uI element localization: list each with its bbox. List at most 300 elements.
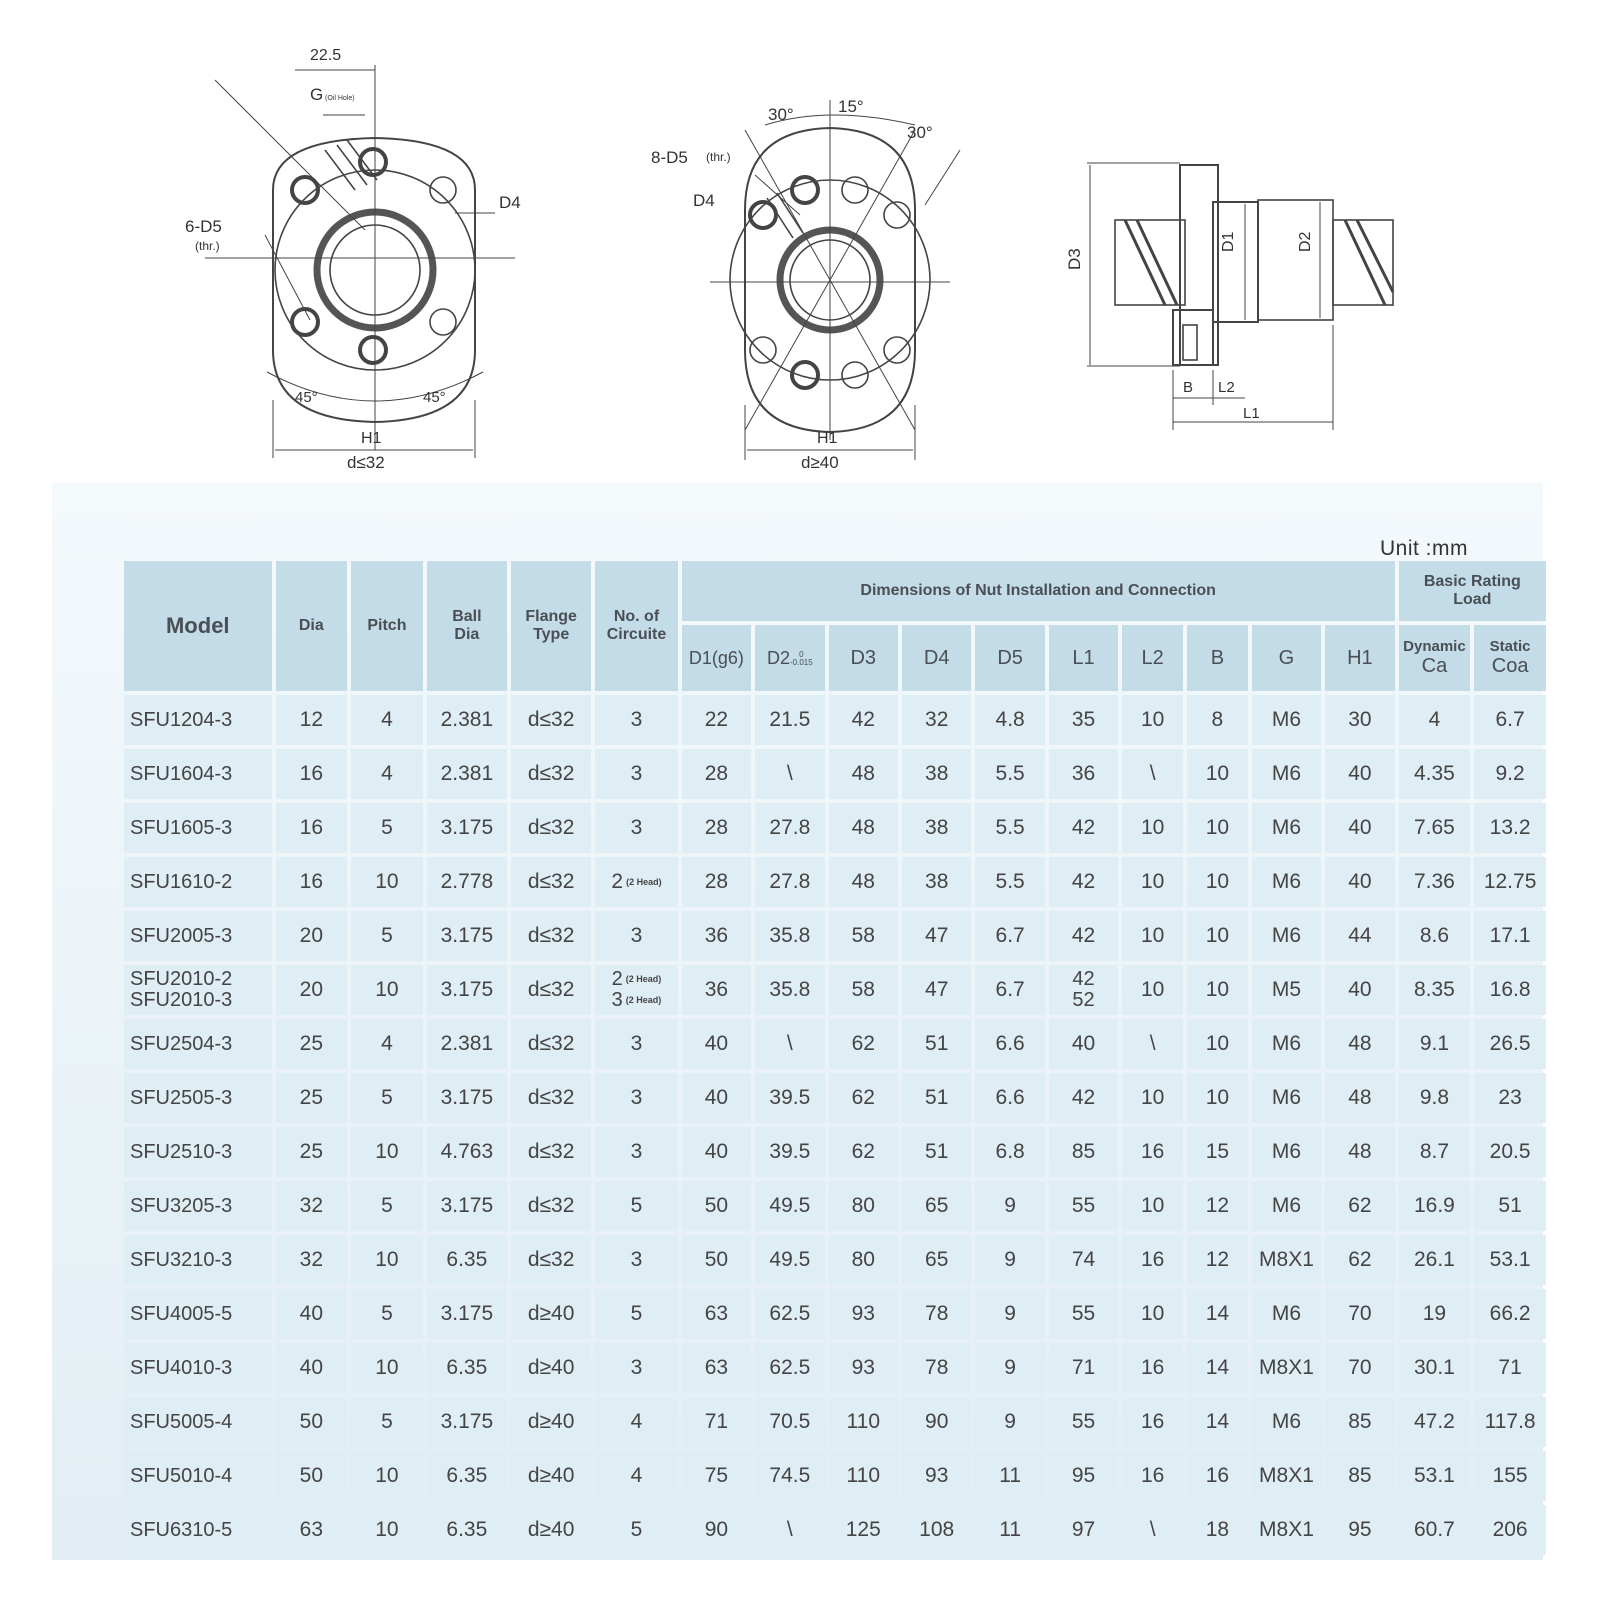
header-d3: D3 <box>829 625 898 691</box>
dia-cell: 16 <box>276 857 348 907</box>
d3-cell: 80 <box>829 1181 898 1231</box>
circ-cell <box>595 1505 677 1555</box>
d5-cell: 9 <box>975 1235 1044 1285</box>
d3-cell: 125 <box>829 1505 898 1555</box>
ca-cell: 4.35 <box>1399 749 1471 799</box>
l2-cell: 10 <box>1122 965 1183 1015</box>
header-flange-line2: Type <box>533 626 570 643</box>
circ-value: 3 <box>630 924 643 947</box>
l2-cell: 10 <box>1122 1181 1183 1231</box>
l1-cell: 42 <box>1049 857 1118 907</box>
dia-cell: 50 <box>276 1451 348 1501</box>
header-d5: D5 <box>975 625 1044 691</box>
header-rating-line1: Basic Rating <box>1423 573 1521 591</box>
left-d5-label: 6-D5 <box>185 217 222 236</box>
b-cell: 12 <box>1187 1235 1248 1285</box>
dia-cell: 16 <box>276 749 348 799</box>
header-circuits <box>595 561 677 691</box>
coa-cell: 9.2 <box>1474 749 1546 799</box>
d1-cell: 40 <box>682 1019 751 1069</box>
circ-value: 3 <box>630 1086 643 1109</box>
header-row-1 <box>124 561 1546 621</box>
model-cell: SFU2510-3 <box>124 1127 272 1177</box>
ball-cell: 3.175 <box>427 1289 507 1339</box>
b-cell: 10 <box>1187 965 1248 1015</box>
g-cell: M6 <box>1252 1181 1321 1231</box>
left-d5-note: (thr.) <box>195 239 220 253</box>
left-d4-label: D4 <box>499 193 521 212</box>
flange-cell: d≤32 <box>511 857 591 907</box>
circ-cell <box>595 1235 677 1285</box>
ball-cell: 2.381 <box>427 1019 507 1069</box>
header-l2: L2 <box>1122 625 1183 691</box>
pitch-cell: 5 <box>351 1289 423 1339</box>
ca-cell: 7.65 <box>1399 803 1471 853</box>
d3-cell: 48 <box>829 749 898 799</box>
unit-label: Unit :mm <box>1380 537 1468 560</box>
flange-cell: d≥40 <box>511 1343 591 1393</box>
g-cell: M6 <box>1252 1019 1321 1069</box>
dia-cell: 32 <box>276 1181 348 1231</box>
right-d1-label: D1 <box>1220 231 1237 252</box>
ball-screw-spec-table <box>120 557 1550 1559</box>
ca-cell: 19 <box>1399 1289 1471 1339</box>
table-row <box>124 1451 1546 1501</box>
b-cell: 18 <box>1187 1505 1248 1555</box>
model-cell: SFU2005-3 <box>124 911 272 961</box>
d2-cell: 49.5 <box>755 1181 824 1231</box>
circ-note-a: (2 Head) <box>625 974 662 984</box>
pitch-cell: 10 <box>351 1343 423 1393</box>
h1-cell: 70 <box>1325 1343 1394 1393</box>
b-cell: 14 <box>1187 1343 1248 1393</box>
header-pitch: Pitch <box>351 561 423 691</box>
d1-cell: 50 <box>682 1181 751 1231</box>
circ-line-a <box>595 969 677 990</box>
right-d2-label: D2 <box>1297 231 1314 252</box>
ca-cell: 9.8 <box>1399 1073 1471 1123</box>
circ-value: 4 <box>630 1410 643 1433</box>
circ-value: 3 <box>630 1140 643 1163</box>
d5-cell: 4.8 <box>975 695 1044 745</box>
ca-cell: 8.7 <box>1399 1127 1471 1177</box>
ca-cell: 8.6 <box>1399 911 1471 961</box>
pitch-cell: 10 <box>351 1451 423 1501</box>
header-static <box>1474 625 1546 691</box>
dia-cell: 25 <box>276 1019 348 1069</box>
circ-value: 2 <box>611 870 624 893</box>
pitch-cell: 5 <box>351 803 423 853</box>
d4-cell: 47 <box>902 965 971 1015</box>
header-circuits-line1: No. of <box>613 608 660 626</box>
h1-cell: 40 <box>1325 857 1394 907</box>
l2-cell: 10 <box>1122 695 1183 745</box>
d1-cell: 28 <box>682 803 751 853</box>
d2-cell: 27.8 <box>755 857 824 907</box>
right-l2-label: L2 <box>1218 379 1235 396</box>
table-row <box>124 857 1546 907</box>
header-h1: H1 <box>1325 625 1394 691</box>
d5-cell: 11 <box>975 1451 1044 1501</box>
circ-value: 3 <box>630 1356 643 1379</box>
l1-cell: 71 <box>1049 1343 1118 1393</box>
ca-cell: 4 <box>1399 695 1471 745</box>
l2-cell: 16 <box>1122 1397 1183 1447</box>
dia-cell: 40 <box>276 1343 348 1393</box>
model-line-a: SFU2010-2 <box>130 968 233 990</box>
dia-cell: 20 <box>276 965 348 1015</box>
right-d3-label: D3 <box>1065 248 1084 270</box>
right-b-label: B <box>1183 379 1194 396</box>
model-cell: SFU4010-3 <box>124 1343 272 1393</box>
header-model: Model <box>124 561 272 691</box>
d1-cell: 36 <box>682 911 751 961</box>
circ-value: 5 <box>630 1518 643 1541</box>
left-angle-right: 45° <box>423 389 446 406</box>
table-row <box>124 965 1546 1015</box>
model-cell: SFU1610-2 <box>124 857 272 907</box>
h1-cell: 40 <box>1325 803 1394 853</box>
d3-cell: 110 <box>829 1451 898 1501</box>
table-row <box>124 695 1546 745</box>
pitch-cell: 5 <box>351 911 423 961</box>
left-angle-left: 45° <box>295 389 318 406</box>
dia-cell: 25 <box>276 1073 348 1123</box>
header-dynamic <box>1399 625 1471 691</box>
ball-cell: 3.175 <box>427 803 507 853</box>
h1-cell: 48 <box>1325 1019 1394 1069</box>
header-group-dimensions: Dimensions of Nut Installation and Connection <box>682 561 1395 621</box>
spec-table-body <box>124 695 1546 1555</box>
pitch-cell: 10 <box>351 965 423 1015</box>
d4-cell: 32 <box>902 695 971 745</box>
table-row <box>124 803 1546 853</box>
d3-cell: 62 <box>829 1073 898 1123</box>
d1-cell: 63 <box>682 1343 751 1393</box>
ball-cell: 3.175 <box>427 1181 507 1231</box>
d3-cell: 58 <box>829 965 898 1015</box>
pitch-cell: 4 <box>351 749 423 799</box>
ca-cell: 8.35 <box>1399 965 1471 1015</box>
g-cell: M6 <box>1252 803 1321 853</box>
d5-cell: 9 <box>975 1289 1044 1339</box>
d1-cell: 63 <box>682 1289 751 1339</box>
header-flange-line1: Flange <box>525 608 577 626</box>
d4-cell: 38 <box>902 803 971 853</box>
d3-cell: 93 <box>829 1343 898 1393</box>
l1-cell: 42 <box>1049 911 1118 961</box>
circ-cell <box>595 1343 677 1393</box>
d4-cell: 38 <box>902 749 971 799</box>
d4-cell: 65 <box>902 1235 971 1285</box>
right-l1-label: L1 <box>1243 405 1260 422</box>
mid-range-label: d≥40 <box>801 453 839 472</box>
model-cell: SFU6310-5 <box>124 1505 272 1555</box>
model-cell: SFU1204-3 <box>124 695 272 745</box>
h1-cell: 40 <box>1325 965 1394 1015</box>
dia-cell: 32 <box>276 1235 348 1285</box>
g-cell: M6 <box>1252 695 1321 745</box>
l1-cell: 36 <box>1049 749 1118 799</box>
l1-cell: 55 <box>1049 1181 1118 1231</box>
d1-cell: 28 <box>682 749 751 799</box>
circ-cell <box>595 1019 677 1069</box>
d2-cell: \ <box>755 749 824 799</box>
technical-drawings <box>55 20 1545 500</box>
coa-cell: 16.8 <box>1474 965 1546 1015</box>
g-cell: M6 <box>1252 1073 1321 1123</box>
flange-cell: d≤32 <box>511 1127 591 1177</box>
d4-cell: 78 <box>902 1289 971 1339</box>
coa-cell: 6.7 <box>1474 695 1546 745</box>
coa-cell: 66.2 <box>1474 1289 1546 1339</box>
d5-cell: 9 <box>975 1397 1044 1447</box>
d2-cell: 35.8 <box>755 911 824 961</box>
d2-cell: 35.8 <box>755 965 824 1015</box>
circ-value: 5 <box>630 1302 643 1325</box>
circ-cell <box>595 695 677 745</box>
circ-value-b: 3 <box>611 989 623 1011</box>
coa-cell: 12.75 <box>1474 857 1546 907</box>
header-d2-tolerance <box>790 651 813 667</box>
l1-cell: 55 <box>1049 1289 1118 1339</box>
pitch-cell: 5 <box>351 1397 423 1447</box>
circ-value: 3 <box>630 762 643 785</box>
h1-cell: 44 <box>1325 911 1394 961</box>
flange-cell: d≤32 <box>511 965 591 1015</box>
header-dia: Dia <box>276 561 348 691</box>
flange-cell: d≤32 <box>511 749 591 799</box>
left-range-label: d≤32 <box>347 453 385 472</box>
l2-cell: 16 <box>1122 1127 1183 1177</box>
model-cell: SFU3205-3 <box>124 1181 272 1231</box>
flange-cell: d≥40 <box>511 1289 591 1339</box>
coa-cell: 117.8 <box>1474 1397 1546 1447</box>
l2-cell: \ <box>1122 1019 1183 1069</box>
d1-cell: 75 <box>682 1451 751 1501</box>
left-g-label: G <box>310 85 324 104</box>
circ-value: 3 <box>630 1032 643 1055</box>
b-cell: 14 <box>1187 1397 1248 1447</box>
model-cell: SFU1605-3 <box>124 803 272 853</box>
h1-cell: 48 <box>1325 1127 1394 1177</box>
d4-cell: 108 <box>902 1505 971 1555</box>
header-l1: L1 <box>1049 625 1118 691</box>
l2-cell: 16 <box>1122 1451 1183 1501</box>
table-row <box>124 1505 1546 1555</box>
h1-cell: 30 <box>1325 695 1394 745</box>
header-rating-line2: Load <box>1453 591 1492 608</box>
ball-cell: 3.175 <box>427 911 507 961</box>
header-d4: D4 <box>902 625 971 691</box>
mid-angle-b: 15° <box>838 97 864 116</box>
coa-cell: 206 <box>1474 1505 1546 1555</box>
d3-cell: 80 <box>829 1235 898 1285</box>
h1-cell: 48 <box>1325 1073 1394 1123</box>
l2-cell: 10 <box>1122 911 1183 961</box>
header-d2-tol-top: 0 <box>799 650 804 660</box>
dia-cell: 12 <box>276 695 348 745</box>
mid-d5-label: 8-D5 <box>651 148 688 167</box>
d4-cell: 78 <box>902 1343 971 1393</box>
h1-cell: 40 <box>1325 749 1394 799</box>
b-cell: 10 <box>1187 1073 1248 1123</box>
circ-line-b <box>595 990 677 1011</box>
circ-value: 4 <box>630 1464 643 1487</box>
mid-h1-label: H1 <box>817 430 838 447</box>
flange-drawing-large <box>710 100 960 460</box>
d1-cell: 36 <box>682 965 751 1015</box>
l1-cell: 95 <box>1049 1451 1118 1501</box>
header-circuits-line2: Circuite <box>606 626 667 643</box>
g-cell: M6 <box>1252 1127 1321 1177</box>
flange-cell: d≥40 <box>511 1397 591 1447</box>
header-group-rating <box>1399 561 1546 621</box>
circ-cell <box>595 1289 677 1339</box>
ball-cell: 6.35 <box>427 1235 507 1285</box>
dia-cell: 25 <box>276 1127 348 1177</box>
b-cell: 8 <box>1187 695 1248 745</box>
h1-cell: 70 <box>1325 1289 1394 1339</box>
d2-cell: 21.5 <box>755 695 824 745</box>
mid-d5-note: (thr.) <box>706 150 731 164</box>
pitch-cell: 10 <box>351 857 423 907</box>
left-angle-top: 22.5 <box>310 47 342 64</box>
circ-cell <box>595 803 677 853</box>
d2-cell: 39.5 <box>755 1127 824 1177</box>
d4-cell: 51 <box>902 1019 971 1069</box>
l2-cell: \ <box>1122 1505 1183 1555</box>
table-row <box>124 911 1546 961</box>
circ-cell <box>595 1397 677 1447</box>
pitch-cell: 10 <box>351 1505 423 1555</box>
flange-cell: d≤32 <box>511 1019 591 1069</box>
d3-cell: 48 <box>829 857 898 907</box>
d1-cell: 40 <box>682 1073 751 1123</box>
l2-cell: 10 <box>1122 857 1183 907</box>
ball-cell: 3.175 <box>427 1397 507 1447</box>
d1-cell: 90 <box>682 1505 751 1555</box>
ball-cell: 2.381 <box>427 695 507 745</box>
d1-cell: 71 <box>682 1397 751 1447</box>
circ-cell <box>595 1451 677 1501</box>
l1-cell: 35 <box>1049 695 1118 745</box>
dia-cell: 20 <box>276 911 348 961</box>
drawings-svg <box>55 20 1545 500</box>
pitch-cell: 5 <box>351 1073 423 1123</box>
l1-cell: 85 <box>1049 1127 1118 1177</box>
l2-cell: 16 <box>1122 1343 1183 1393</box>
d1-cell: 28 <box>682 857 751 907</box>
header-d2 <box>755 625 824 691</box>
d4-cell: 38 <box>902 857 971 907</box>
header-d1: D1(g6) <box>682 625 751 691</box>
dia-cell: 40 <box>276 1289 348 1339</box>
flange-cell: d≥40 <box>511 1451 591 1501</box>
g-cell: M8X1 <box>1252 1343 1321 1393</box>
d1-cell: 40 <box>682 1127 751 1177</box>
circ-cell <box>595 1181 677 1231</box>
g-cell: M6 <box>1252 857 1321 907</box>
h1-cell: 95 <box>1325 1505 1394 1555</box>
b-cell: 10 <box>1187 803 1248 853</box>
pitch-cell: 10 <box>351 1127 423 1177</box>
b-cell: 10 <box>1187 911 1248 961</box>
d5-cell: 6.8 <box>975 1127 1044 1177</box>
ball-cell: 3.175 <box>427 965 507 1015</box>
circ-cell <box>595 1127 677 1177</box>
g-cell: M6 <box>1252 911 1321 961</box>
circ-value: 3 <box>630 1248 643 1271</box>
model-cell: SFU1604-3 <box>124 749 272 799</box>
l1-cell: 40 <box>1049 1019 1118 1069</box>
d5-cell: 6.6 <box>975 1019 1044 1069</box>
coa-cell: 71 <box>1474 1343 1546 1393</box>
circ-value: 5 <box>630 1194 643 1217</box>
header-ball-dia-line2: Dia <box>454 626 480 643</box>
l1-line-b: 52 <box>1072 989 1095 1011</box>
model-cell: SFU3210-3 <box>124 1235 272 1285</box>
d5-cell: 6.7 <box>975 965 1044 1015</box>
ca-cell: 60.7 <box>1399 1505 1471 1555</box>
dia-cell: 16 <box>276 803 348 853</box>
model-cell: SFU5010-4 <box>124 1451 272 1501</box>
coa-cell: 23 <box>1474 1073 1546 1123</box>
dia-cell: 50 <box>276 1397 348 1447</box>
ball-cell: 6.35 <box>427 1505 507 1555</box>
dia-cell: 63 <box>276 1505 348 1555</box>
d4-cell: 90 <box>902 1397 971 1447</box>
table-row <box>124 749 1546 799</box>
b-cell: 15 <box>1187 1127 1248 1177</box>
model-cell: SFU5005-4 <box>124 1397 272 1447</box>
model-cell: SFU4005-5 <box>124 1289 272 1339</box>
d3-cell: 48 <box>829 803 898 853</box>
left-g-note: (Oil Hole) <box>325 95 355 102</box>
d1-cell: 50 <box>682 1235 751 1285</box>
g-cell: M8X1 <box>1252 1505 1321 1555</box>
d2-cell: 70.5 <box>755 1397 824 1447</box>
d4-cell: 51 <box>902 1073 971 1123</box>
l2-cell: 10 <box>1122 803 1183 853</box>
coa-cell: 20.5 <box>1474 1127 1546 1177</box>
b-cell: 14 <box>1187 1289 1248 1339</box>
nut-side-view <box>1087 163 1393 430</box>
g-cell: M6 <box>1252 1397 1321 1447</box>
d2-cell: \ <box>755 1505 824 1555</box>
l1-cell: 42 <box>1049 803 1118 853</box>
d5-cell: 9 <box>975 1343 1044 1393</box>
coa-cell: 155 <box>1474 1451 1546 1501</box>
l1-line-a: 42 <box>1072 968 1095 990</box>
mid-d4-label: D4 <box>693 191 715 210</box>
pitch-cell: 5 <box>351 1181 423 1231</box>
ca-cell: 30.1 <box>1399 1343 1471 1393</box>
l2-cell: 10 <box>1122 1289 1183 1339</box>
coa-cell: 13.2 <box>1474 803 1546 853</box>
b-cell: 16 <box>1187 1451 1248 1501</box>
ball-cell: 2.381 <box>427 749 507 799</box>
d5-cell: 11 <box>975 1505 1044 1555</box>
flange-drawing-small <box>205 65 515 458</box>
header-g: G <box>1252 625 1321 691</box>
d3-cell: 110 <box>829 1397 898 1447</box>
d5-cell: 5.5 <box>975 803 1044 853</box>
d2-cell: 62.5 <box>755 1289 824 1339</box>
model-cell: SFU2505-3 <box>124 1073 272 1123</box>
l1-cell: 42 <box>1049 1073 1118 1123</box>
table-row <box>124 1019 1546 1069</box>
